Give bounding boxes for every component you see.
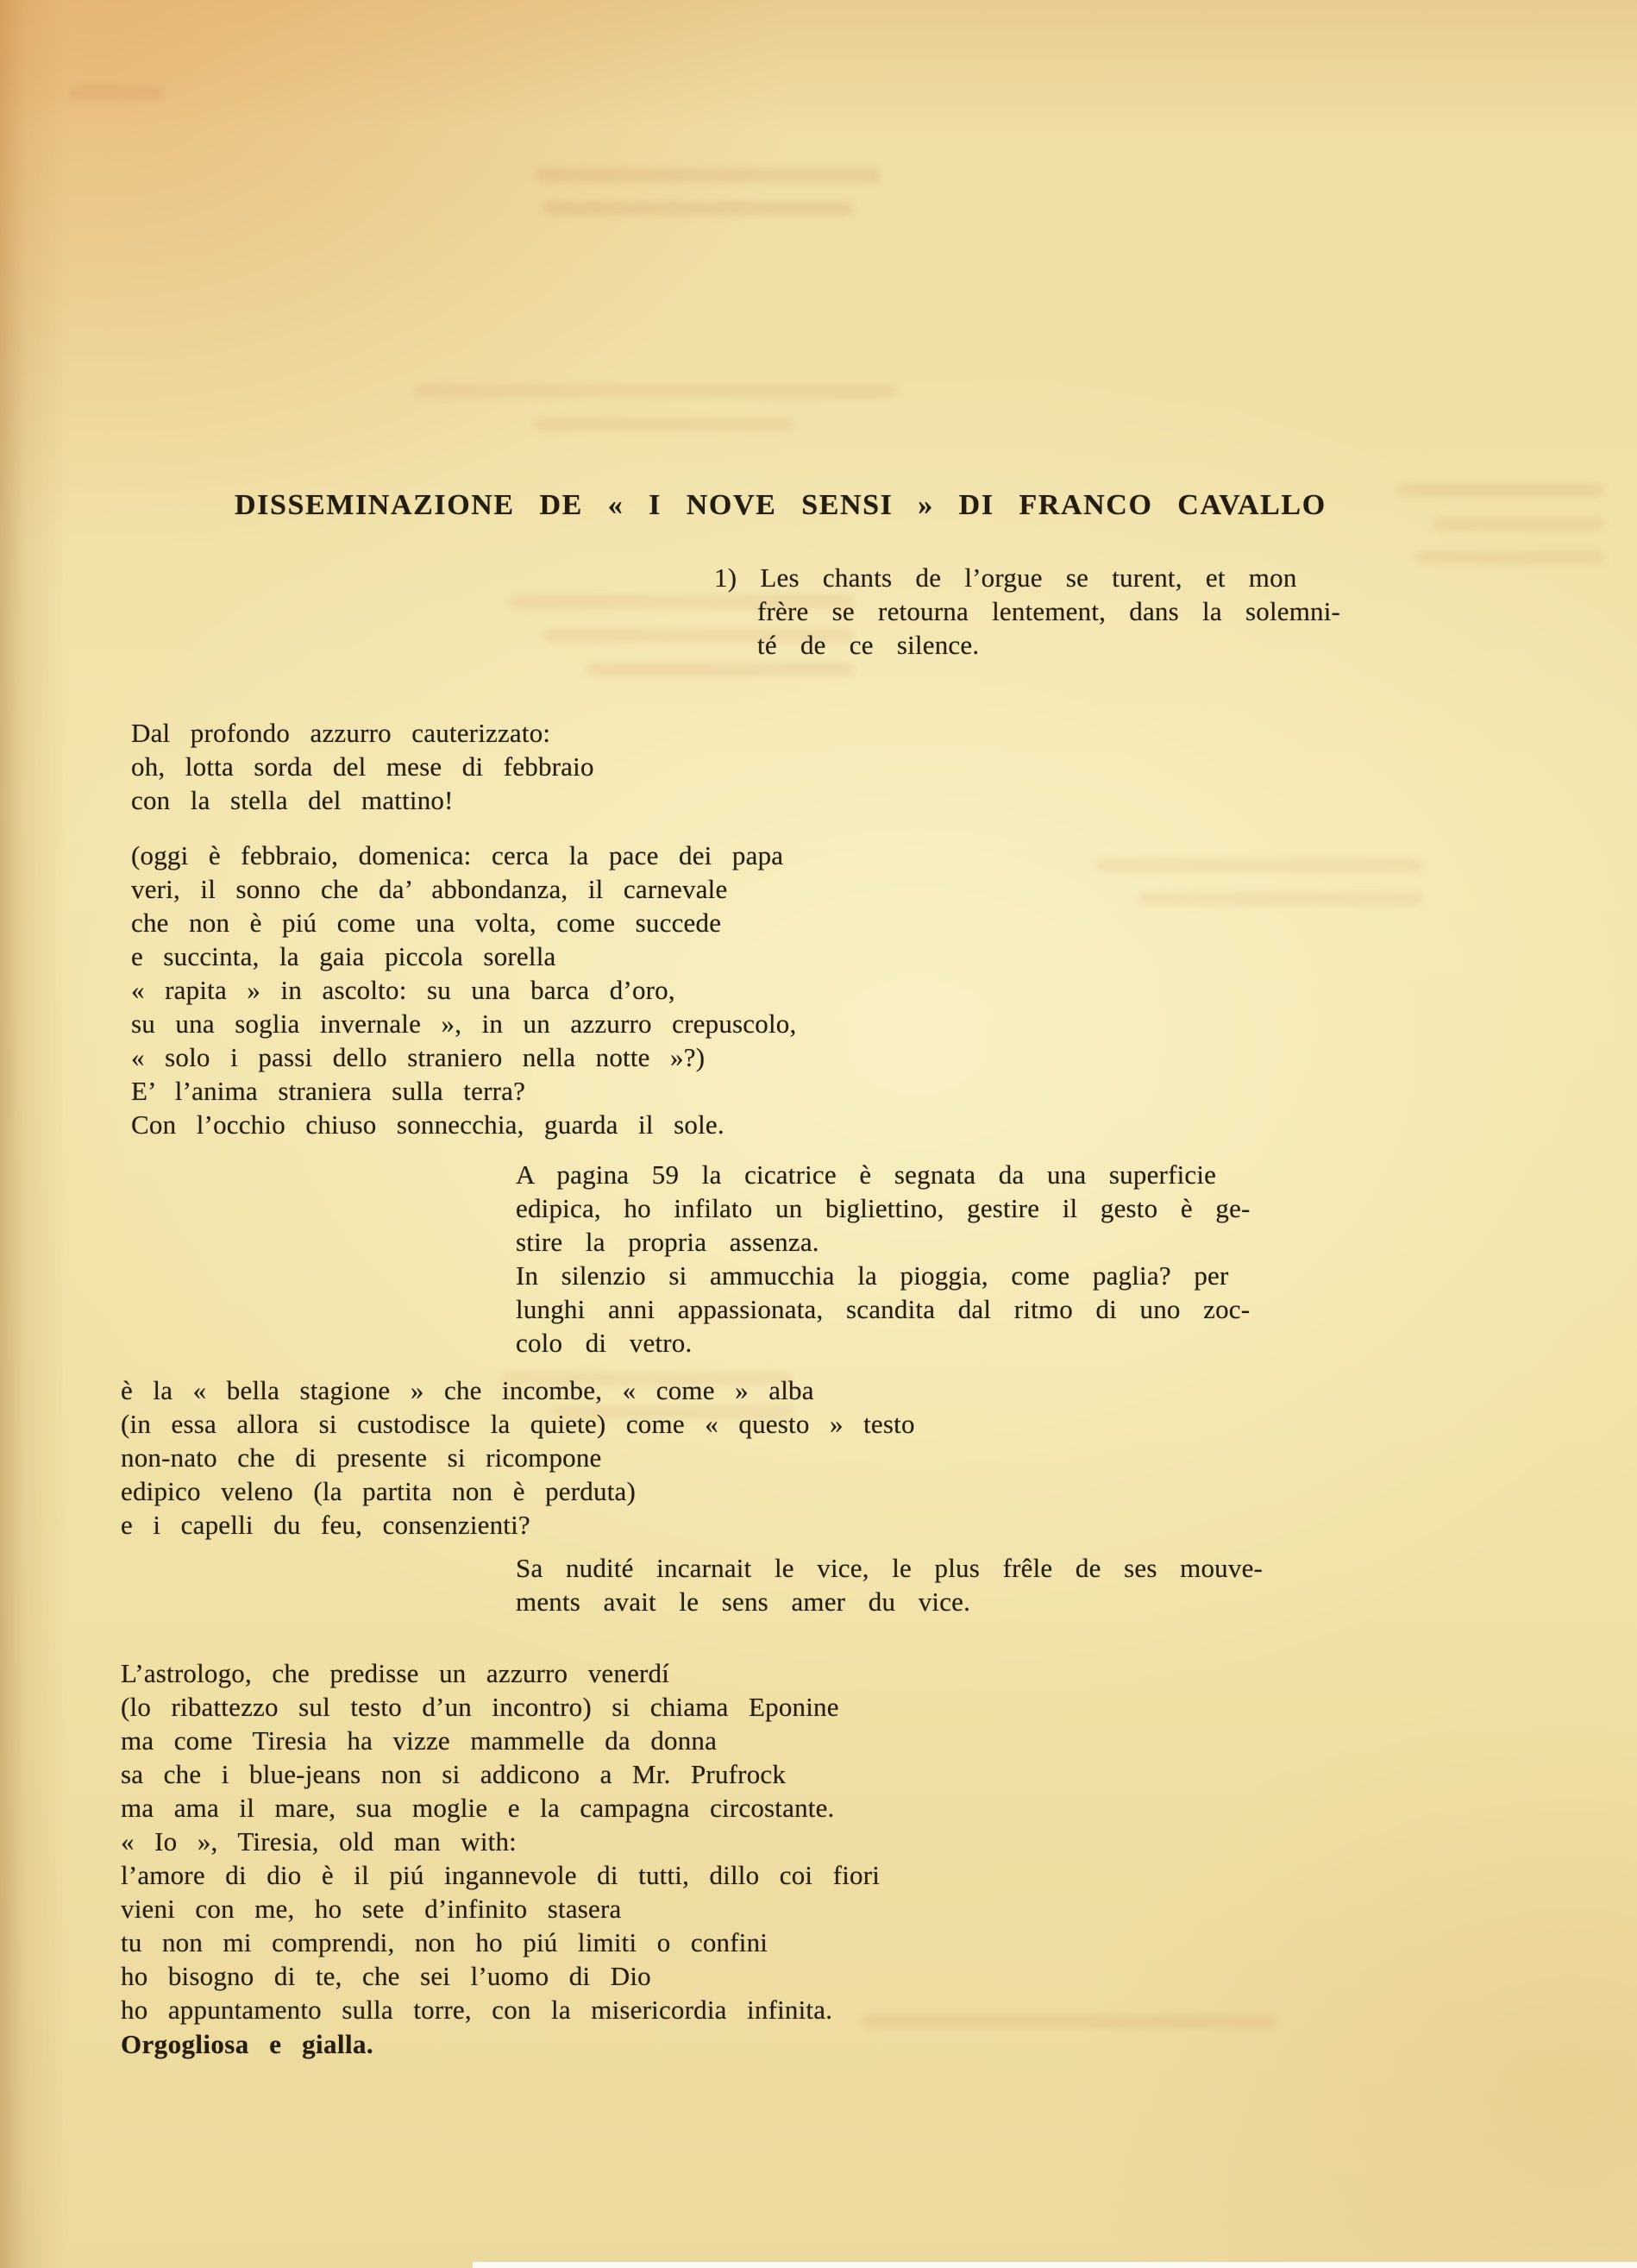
text-line: ma come Tiresia ha vizze mammelle da donna: [121, 1725, 718, 1756]
text-line: e succinta, la gaia piccola sorella: [131, 941, 556, 971]
text-line: 1) Les chants de l’orgue se turent, et mon: [714, 562, 1297, 593]
text-line: vieni con me, ho sete d’infinito stasera: [121, 1894, 622, 1924]
prose-quote-1: [516, 1158, 1251, 1360]
text-line: « rapita » in ascolto: su una barca d’oro,: [131, 975, 675, 1005]
text-line: E’ l’anima straniera sulla terra?: [131, 1076, 526, 1106]
text-line: ments avait le sens amer du vice.: [516, 1586, 971, 1617]
text-line: lunghi anni appassionata, scandita dal ritmo di uno zoc-: [516, 1294, 1251, 1324]
text-line: (lo ribattezzo sul testo d’un incontro) si chiama Eponine: [121, 1692, 839, 1722]
text-line: e i capelli du feu, consenzienti?: [121, 1510, 530, 1540]
text-line: stire la propria assenza.: [516, 1227, 819, 1257]
page-title: DISSEMINAZIONE DE « I NOVE SENSI » DI FRANCO CAVALLO: [235, 489, 1327, 521]
text-line: edipico veleno (la partita non è perduta): [121, 1476, 636, 1506]
text-line: l’amore di dio è il piú ingannevole di tutti, dillo coi fiori: [121, 1860, 881, 1890]
prose-quote-2: [516, 1551, 1263, 1618]
text-line: (oggi è febbraio, domenica: cerca la pace dei papa: [131, 840, 784, 870]
text-line: ho appuntamento sulla torre, con la misericordia infinita.: [121, 1995, 833, 2025]
text-line: colo di vetro.: [516, 1328, 693, 1358]
showthrough-ghost-text: [60, 86, 164, 120]
text-line: Con l’occhio chiuso sonnecchia, guarda il sole.: [131, 1109, 724, 1140]
stanza-1: [131, 716, 594, 817]
showthrough-ghost-text: [828, 2014, 1276, 2048]
text-line: è la « bella stagione » che incombe, « come » alba: [121, 1375, 814, 1405]
text-line: su una soglia invernale », in un azzurro crepuscolo,: [131, 1008, 797, 1039]
text-line: « solo i passi dello straniero nella notte »?): [131, 1042, 706, 1072]
text-line: sa che i blue-jeans non si addicono a Mr. Prufrock: [121, 1759, 787, 1789]
text-line: non-nato che di presente si ricompone: [121, 1442, 602, 1473]
text-line: oh, lotta sorda del mese di febbraio: [131, 751, 594, 782]
text-line: In silenzio si ammucchia la pioggia, come paglia? per: [516, 1260, 1229, 1291]
text-line: L’astrologo, che predisse un azzurro venerdí: [121, 1658, 670, 1688]
stanza-4: [121, 1656, 880, 2026]
stanza-3: [121, 1373, 915, 1542]
stanza-2: [131, 839, 796, 1141]
text-line: (in essa allora si custodisce la quiete) come « questo » testo: [121, 1409, 915, 1439]
text-line: A pagina 59 la cicatrice è segnata da una superficie: [516, 1159, 1217, 1190]
epigraph-quote: [714, 561, 1340, 662]
text-line: edipica, ho infilato un bigliettino, gestire il gesto è ge-: [516, 1193, 1251, 1223]
text-line: ho bisogno di te, che sei l’uomo di Dio: [121, 1961, 651, 1991]
text-line: che non è piú come una volta, come succede: [131, 908, 722, 938]
showthrough-ghost-text: [362, 384, 897, 451]
text-line: « Io », Tiresia, old man with:: [121, 1826, 517, 1856]
paper-flecks: [0, 0, 2, 2]
showthrough-ghost-text: [517, 168, 880, 236]
showthrough-ghost-text: [1061, 858, 1423, 926]
closing-line: Orgogliosa e gialla.: [121, 2029, 374, 2059]
showthrough-ghost-text: [1363, 483, 1604, 584]
text-line: con la stella del mattino!: [131, 785, 454, 815]
text-line: tu non mi comprendi, non ho piú limiti o confini: [121, 1927, 768, 1957]
scan-edge: [473, 2262, 1637, 2268]
text-line: té de ce silence.: [757, 630, 980, 660]
text-line: frère se retourna lentement, dans la solemni-: [757, 596, 1341, 626]
text-line: Dal profondo azzurro cauterizzato:: [131, 718, 551, 748]
text-line: Sa nudité incarnait le vice, le plus frêle de ses mouve-: [516, 1553, 1264, 1583]
text-line: ma ama il mare, sua moglie e la campagna circostante.: [121, 1793, 835, 1823]
text-line: veri, il sonno che da’ abbondanza, il carnevale: [131, 874, 728, 904]
